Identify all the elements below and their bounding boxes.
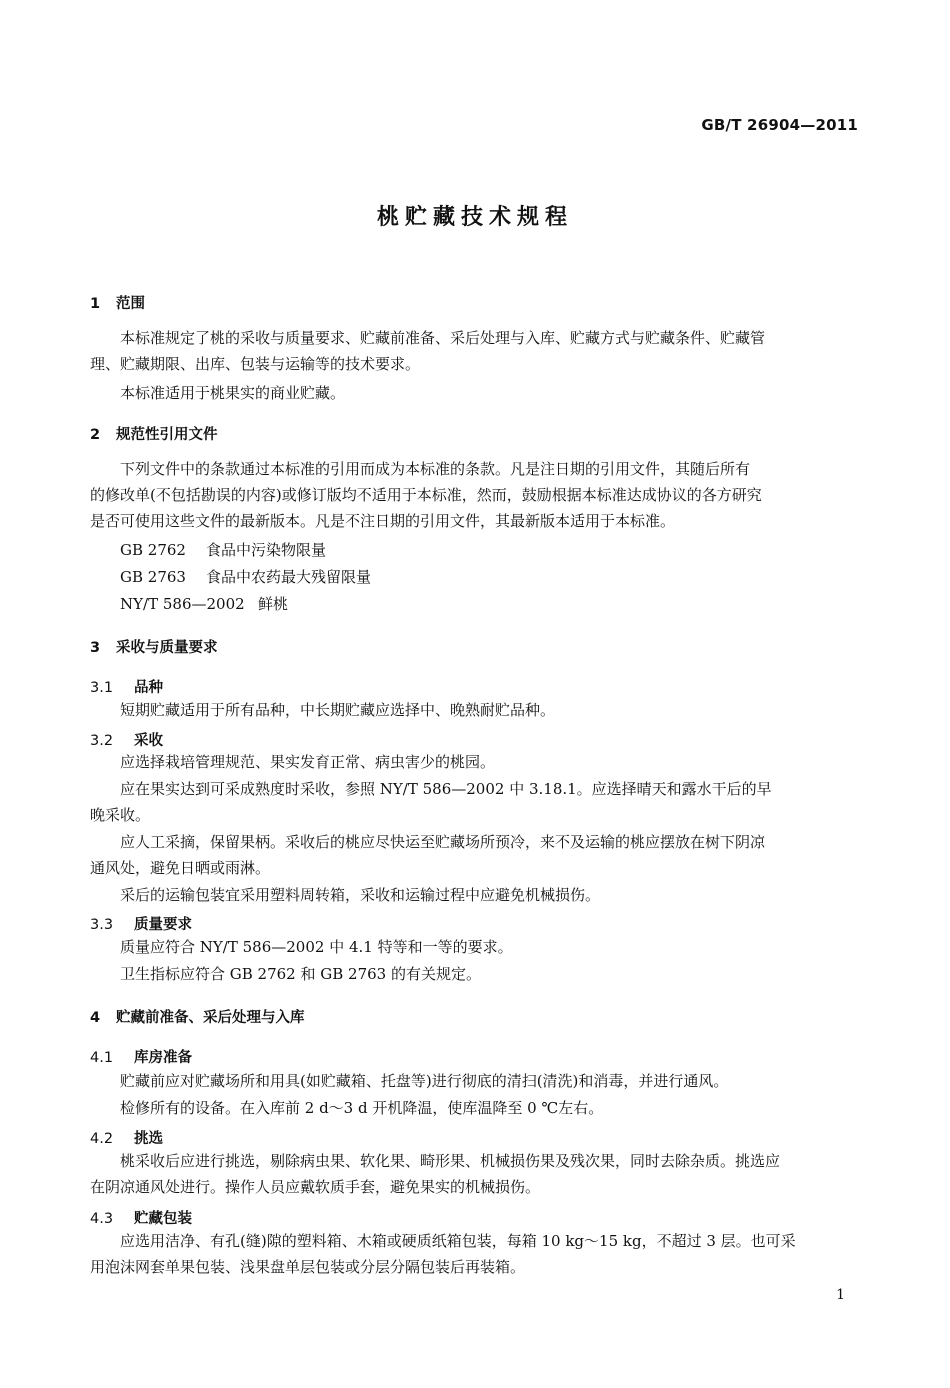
section-number: 4 xyxy=(90,1010,101,1026)
subsection-number: 3.2 xyxy=(90,733,114,749)
text-line: 检修所有的设备。在入库前 2 d～3 d 开机降温，使库温降至 0 ℃左右。 xyxy=(120,1099,604,1117)
text-line: 用泡沫网套单果包装、浅果盘单层包装或分层分隔包装后再装箱。 xyxy=(90,1258,526,1276)
subsection-4-2-paragraph xyxy=(90,1148,780,1200)
subsection-3-2-paragraph-1 xyxy=(120,749,495,775)
normative-reference xyxy=(120,539,326,560)
section-number: 3 xyxy=(90,640,101,656)
text-line: 下列文件中的条款通过本标准的引用而成为本标准的条款。凡是注日期的引用文件，其随后所有 xyxy=(120,460,751,478)
document-title: 桃贮藏技术规程 xyxy=(376,205,573,230)
text-line: 应在果实达到可采成熟度时采收，参照 NY/T 586—2002 中 3.18.1。应选择晴天和露水干后的早 xyxy=(120,780,772,798)
subsection-title: 品种 xyxy=(134,680,163,696)
section-3-heading xyxy=(90,636,218,657)
section-title: 贮藏前准备、采后处理与入库 xyxy=(116,1010,305,1026)
text-line: 应选择栽培管理规范、果实发育正常、病虫害少的桃园。 xyxy=(120,753,496,771)
normative-reference xyxy=(120,566,371,587)
subsection-title: 采收 xyxy=(134,733,163,749)
subsection-3-1-paragraph xyxy=(120,697,555,723)
text-line: 质量应符合 NY/T 586—2002 中 4.1 特等和一等的要求。 xyxy=(120,938,513,956)
section-number: 1 xyxy=(90,296,101,312)
section-title: 规范性引用文件 xyxy=(116,427,218,443)
text-line: 通风处，避免日晒或雨淋。 xyxy=(90,859,271,877)
reference-code: NY/T 586—2002 xyxy=(120,595,245,613)
text-line: 短期贮藏适用于所有品种，中长期贮藏应选择中、晚熟耐贮品种。 xyxy=(120,701,556,719)
subsection-title: 库房准备 xyxy=(134,1050,192,1066)
section-2-heading xyxy=(90,423,218,444)
subsection-3-2-paragraph-2 xyxy=(90,776,772,828)
subsection-4-2-heading xyxy=(90,1127,163,1148)
subsection-4-1-paragraph-2 xyxy=(120,1095,603,1121)
normative-reference xyxy=(120,593,288,614)
subsection-3-2-paragraph-3 xyxy=(90,829,765,881)
reference-name: 鲜桃 xyxy=(258,595,289,613)
text-line: 晚采收。 xyxy=(90,806,151,824)
text-line: 应选用洁净、有孔(缝)隙的塑料箱、木箱或硬质纸箱包装，每箱 10 kg～15 kg，不超过 3 层。也可采 xyxy=(120,1232,796,1250)
section-number: 2 xyxy=(90,427,101,443)
section-1-paragraph-1 xyxy=(90,325,765,377)
subsection-title: 质量要求 xyxy=(134,917,192,933)
section-title: 采收与质量要求 xyxy=(116,640,218,656)
subsection-title: 挑选 xyxy=(134,1131,163,1147)
subsection-3-3-heading xyxy=(90,913,192,934)
text-line: 卫生指标应符合 GB 2762 和 GB 2763 的有关规定。 xyxy=(120,965,481,983)
text-line: 采后的运输包装宜采用塑料周转箱，采收和运输过程中应避免机械损伤。 xyxy=(120,886,601,904)
reference-code: GB 2762 xyxy=(120,541,186,559)
text-line: 理、贮藏期限、出库、包装与运输等的技术要求。 xyxy=(90,355,421,373)
text-line: 在阴凉通风处进行。操作人员应戴软质手套，避免果实的机械损伤。 xyxy=(90,1178,541,1196)
text-line: 本标准规定了桃的采收与质量要求、贮藏前准备、采后处理与入库、贮藏方式与贮藏条件、贮藏管 xyxy=(120,329,766,347)
section-2-paragraph-1 xyxy=(90,456,762,534)
subsection-number: 3.3 xyxy=(90,917,114,933)
text-line: 桃采收后应进行挑选，剔除病虫果、软化果、畸形果、机械损伤果及残次果，同时去除杂质。挑选应 xyxy=(120,1152,781,1170)
standard-code: GB/T 26904—2011 xyxy=(701,116,858,134)
subsection-3-1-heading xyxy=(90,676,163,697)
subsection-3-2-heading xyxy=(90,729,163,750)
subsection-number: 4.3 xyxy=(90,1211,114,1227)
page-number: 1 xyxy=(836,1287,845,1303)
text-line: 本标准适用于桃果实的商业贮藏。 xyxy=(120,384,346,402)
text-line: 是否可使用这些文件的最新版本。凡是不注日期的引用文件，其最新版本适用于本标准。 xyxy=(90,512,676,530)
subsection-number: 4.2 xyxy=(90,1131,114,1147)
text-line: 的修改单(不包括勘误的内容)或修订版均不适用于本标准，然而，鼓励根据本标准达成协议的各方研究 xyxy=(90,486,762,504)
text-line: 应人工采摘，保留果柄。采收后的桃应尽快运至贮藏场所预冷，来不及运输的桃应摆放在树下阴凉 xyxy=(120,833,766,851)
text-line: 贮藏前应对贮藏场所和用具(如贮藏箱、托盘等)进行彻底的清扫(清洗)和消毒，并进行通风。 xyxy=(120,1072,729,1090)
subsection-3-3-paragraph-2 xyxy=(120,961,481,987)
subsection-4-3-heading xyxy=(90,1207,192,1228)
subsection-number: 3.1 xyxy=(90,680,114,696)
subsection-4-1-heading xyxy=(90,1046,192,1067)
subsection-4-3-paragraph xyxy=(90,1228,796,1280)
subsection-3-3-paragraph-1 xyxy=(120,934,513,960)
subsection-3-2-paragraph-4 xyxy=(120,882,600,908)
subsection-4-1-paragraph-1 xyxy=(120,1068,728,1094)
section-title: 范围 xyxy=(116,296,145,312)
section-1-heading xyxy=(90,292,145,313)
reference-name: 食品中污染物限量 xyxy=(206,541,327,559)
section-4-heading xyxy=(90,1006,305,1027)
reference-name: 食品中农药最大残留限量 xyxy=(206,568,372,586)
subsection-title: 贮藏包装 xyxy=(134,1211,192,1227)
section-1-paragraph-2 xyxy=(120,380,345,406)
subsection-number: 4.1 xyxy=(90,1050,114,1066)
reference-code: GB 2763 xyxy=(120,568,186,586)
